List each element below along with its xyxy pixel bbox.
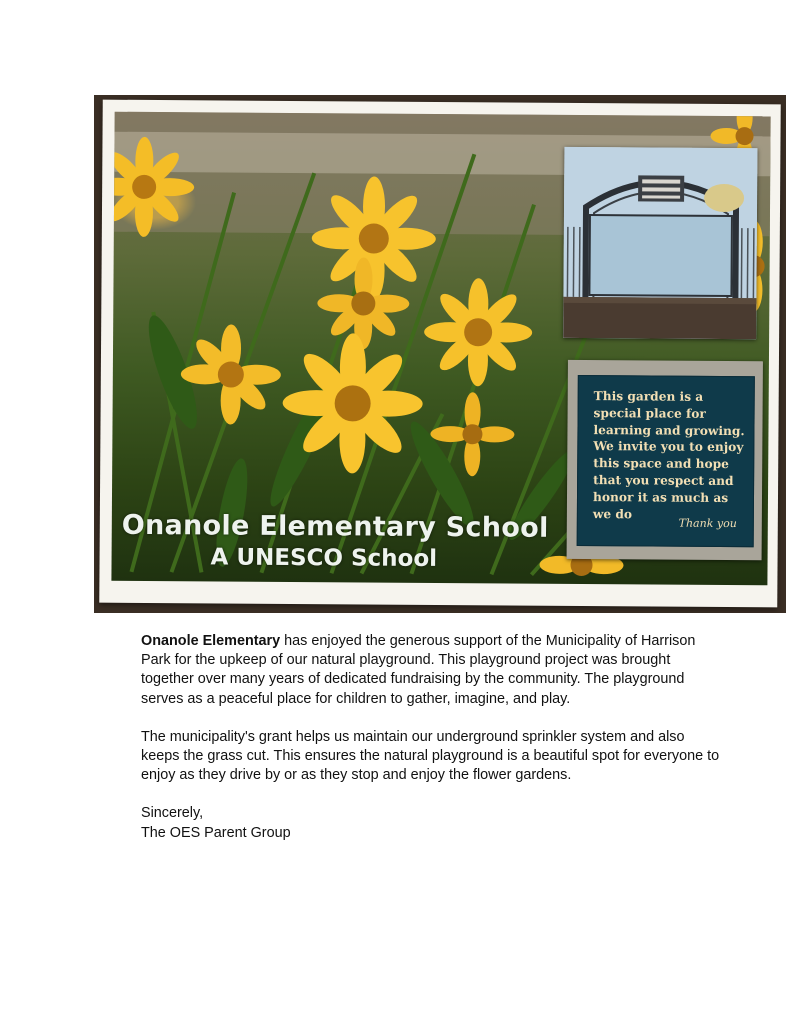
sign-photo-inset: [567, 360, 763, 560]
letter-signature: The OES Parent Group: [141, 824, 291, 841]
gate-illustration: [563, 147, 757, 339]
letter-school-name: Onanole Elementary: [141, 633, 281, 649]
garden-sign: [577, 375, 755, 547]
garden-sign-thanks: Thank you: [678, 516, 737, 531]
letter-body: [141, 632, 721, 843]
school-name-overlay: Onanole Elementary School: [121, 509, 549, 544]
school-subtitle-overlay: A UNESCO School: [210, 544, 438, 572]
letter-paragraph-2: The municipality's grant helps us maintain our underground sprinkler system and also keeps the grass cut. This ensures the natural playground is a beautiful spot for everyone to enjoy as they drive by or as they stop and enjoy the flower gardens.: [141, 728, 720, 784]
flower-scene: [111, 112, 770, 586]
garden-sign-text: This garden is a special place for learning and growing. We invite you to enjoy this space and hope that you respect and honor it as much as we do: [592, 389, 745, 521]
letter-paragraph-1-text: has enjoyed the generous support of the Municipality of Harrison Park for the upkeep of our natural playground. This playground project was brought together over many years of dedicated fundraising by the community. The playground serves as a peaceful place for children to gather, imagine, and play.: [141, 633, 696, 707]
gate-photo-inset: [563, 147, 757, 339]
garden-photo: [94, 95, 786, 613]
letter-closing: Sincerely,: [141, 805, 204, 822]
letter-paragraph-1: [141, 632, 721, 709]
photo-card: [99, 100, 780, 608]
